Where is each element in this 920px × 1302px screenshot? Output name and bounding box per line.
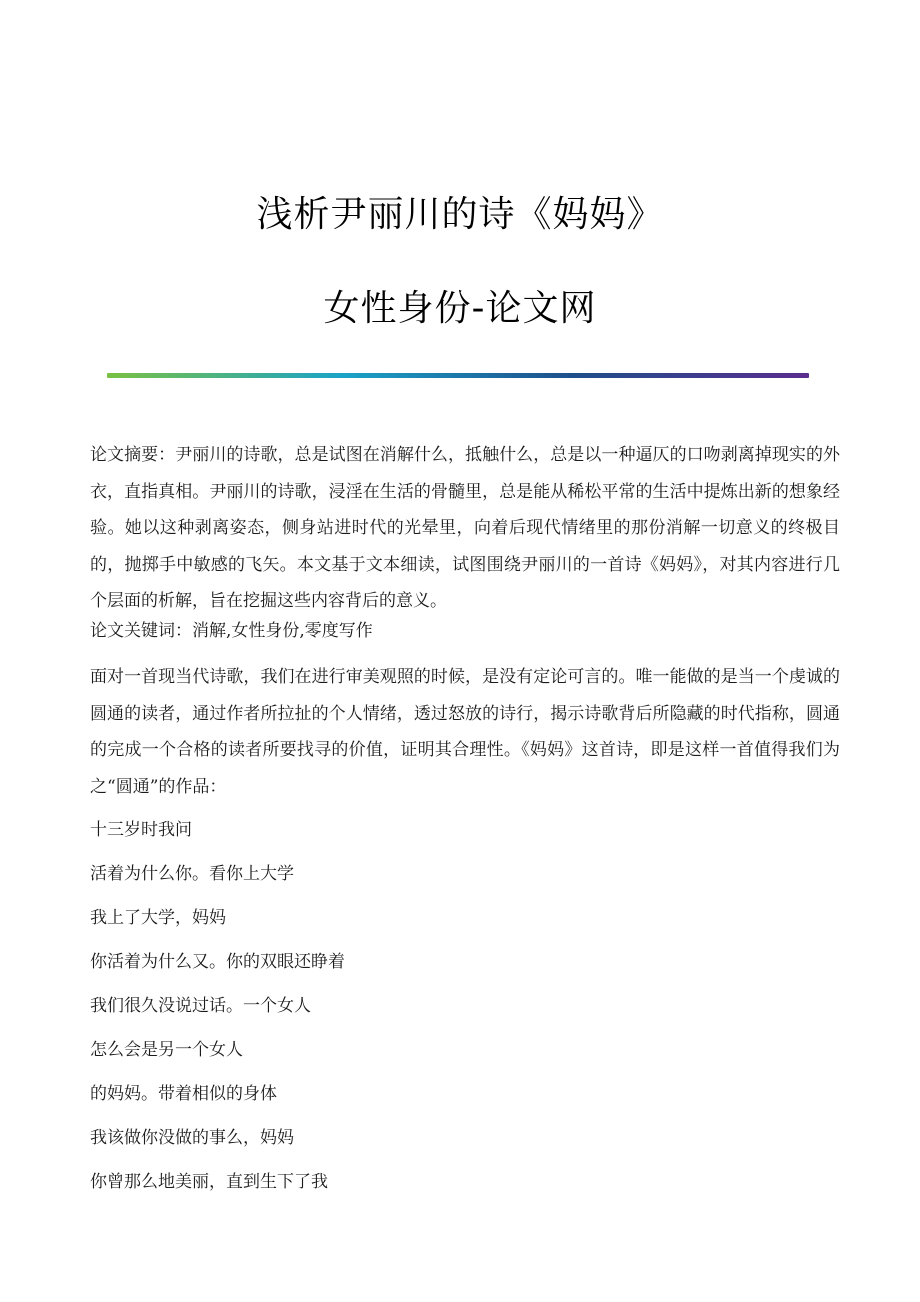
poem-line: 十三岁时我问 xyxy=(90,820,192,840)
poem-line: 活着为什么你。看你上大学 xyxy=(90,864,294,884)
keywords-line: 论文关键词：消解,女性身份,零度写作 xyxy=(90,621,373,641)
poem-line: 你曾那么地美丽，直到生下了我 xyxy=(90,1172,328,1192)
abstract-paragraph: 论文摘要：尹丽川的诗歌，总是试图在消解什么，抵触什么，总是以一种逼仄的口吻剥离掉现实的外衣，直指真相。尹丽川的诗歌，浸淫在生活的骨髓里，总是能从稀松平常的生活中提炼出新的想象经验。她以这种剥离姿态，侧身站进时代的光晕里，向着后现代情绪里的那份消解一切意义的终极目的，抛掷手中敏感的飞矢。本文基于文本细读，试图围绕尹丽川的一首诗《妈妈》，对其内容进行几个层面的析解，旨在挖掘这些内容背后的意义。 xyxy=(90,445,840,612)
poem-line: 怎么会是另一个女人 xyxy=(90,1040,243,1060)
document-title-line-1: 浅析尹丽川的诗《妈妈》 xyxy=(256,194,664,235)
poem-line: 我上了大学，妈妈 xyxy=(90,908,226,928)
poem-line: 我们很久没说过话。一个女人 xyxy=(90,996,311,1016)
poem-line: 我该做你没做的事么，妈妈 xyxy=(90,1128,294,1148)
title-divider xyxy=(107,373,809,378)
intro-paragraph: 面对一首现当代诗歌，我们在进行审美观照的时候，是没有定论可言的。唯一能做的是当一个虔诚的圆通的读者，通过作者所拉扯的个人情绪，透过怒放的诗行，揭示诗歌背后所隐藏的时代指称，圆通的完成一个合格的读者所要找寻的价值，证明其合理性。《妈妈》这首诗，即是这样一首值得我们为之“圆通”的作品： xyxy=(90,667,840,797)
poem-line: 你活着为什么又。你的双眼还睁着 xyxy=(90,952,345,972)
document-title-line-2: 女性身份-论文网 xyxy=(323,288,597,329)
poem-line: 的妈妈。带着相似的身体 xyxy=(90,1084,277,1104)
